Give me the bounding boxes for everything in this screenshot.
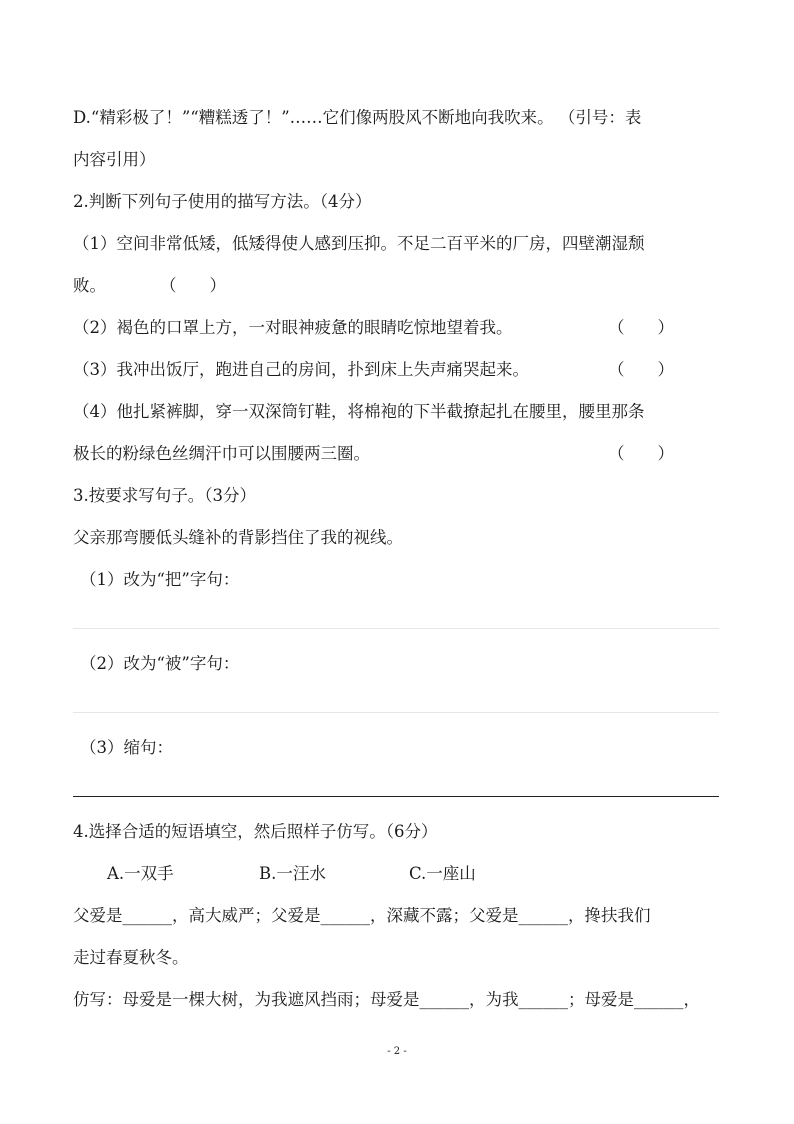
q4-options — [107, 863, 767, 885]
q3-sub3-label: （3）缩句： — [80, 738, 173, 757]
q2-item4-line1: （4）他扎紧裤脚，穿一双深筒钉鞋，将棉袍的下半截撩起扎在腰里，腰里那条 — [73, 402, 645, 421]
q2-item1-line2: 败。 — [73, 276, 106, 295]
page-number: - 2 - — [387, 1046, 407, 1057]
q2-item3-answer-blank[interactable]: （ ） — [608, 360, 674, 379]
q2-item2-answer-blank[interactable]: （ ） — [608, 318, 674, 337]
q2-title: 2.判断下列句子使用的描写方法。（4分） — [73, 192, 372, 211]
q2-item2-line1: （2）褐色的口罩上方，一对眼神疲惫的眼睛吃惊地望着我。 — [73, 318, 513, 337]
q1-option-d-line1: D.“精彩极了！”“糟糕透了！”……它们像两股风不断地向我吹来。 （引号：表 — [73, 108, 642, 127]
q2-item4-line2: 极长的粉绿色丝绸汗巾可以围腰两三圈。 — [73, 444, 370, 463]
q2-item1-answer-blank[interactable]: （ ） — [160, 276, 226, 295]
q2-item3-line1: （3）我冲出饭厅，跑进自己的房间，扑到床上失声痛哭起来。 — [73, 360, 529, 379]
q1-option-d-line2: 内容引用） — [73, 150, 156, 169]
q3-sub1-answer-line[interactable] — [73, 628, 719, 629]
q2-item4-answer-blank[interactable]: （ ） — [608, 444, 674, 463]
q3-sub1-label: （1）改为“把”字句： — [80, 570, 240, 589]
q3-title: 3.按要求写句子。（3分） — [73, 486, 256, 505]
q4-option-b: B.一汪水 — [259, 864, 326, 883]
q3-sub2-label: （2）改为“被”字句： — [80, 654, 240, 673]
q4-imitate-line: 仿写：母爱是一棵大树，为我遮风挡雨；母爱是______，为我______；母爱是______， — [73, 990, 700, 1009]
q3-sentence: 父亲那弯腰低头缝补的背影挡住了我的视线。 — [73, 528, 403, 547]
q4-option-c: C.一座山 — [409, 864, 476, 883]
q2-item1-line1: （1）空间非常低矮，低矮得使人感到压抑。不足二百平米的厂房，四壁潮湿颓 — [73, 234, 645, 253]
q3-sub2-answer-line[interactable] — [73, 712, 719, 713]
q4-fill-line1: 父爱是______，高大威严；父爱是______，深藏不露；父爱是______，搀扶我们 — [73, 906, 651, 925]
q3-sub3-answer-line[interactable] — [73, 796, 719, 797]
q4-fill-line2: 走过春夏秋冬。 — [73, 948, 189, 967]
q4-title: 4.选择合适的短语填空，然后照样子仿写。（6分） — [73, 822, 438, 841]
q4-option-a: A.一双手 — [107, 864, 174, 883]
